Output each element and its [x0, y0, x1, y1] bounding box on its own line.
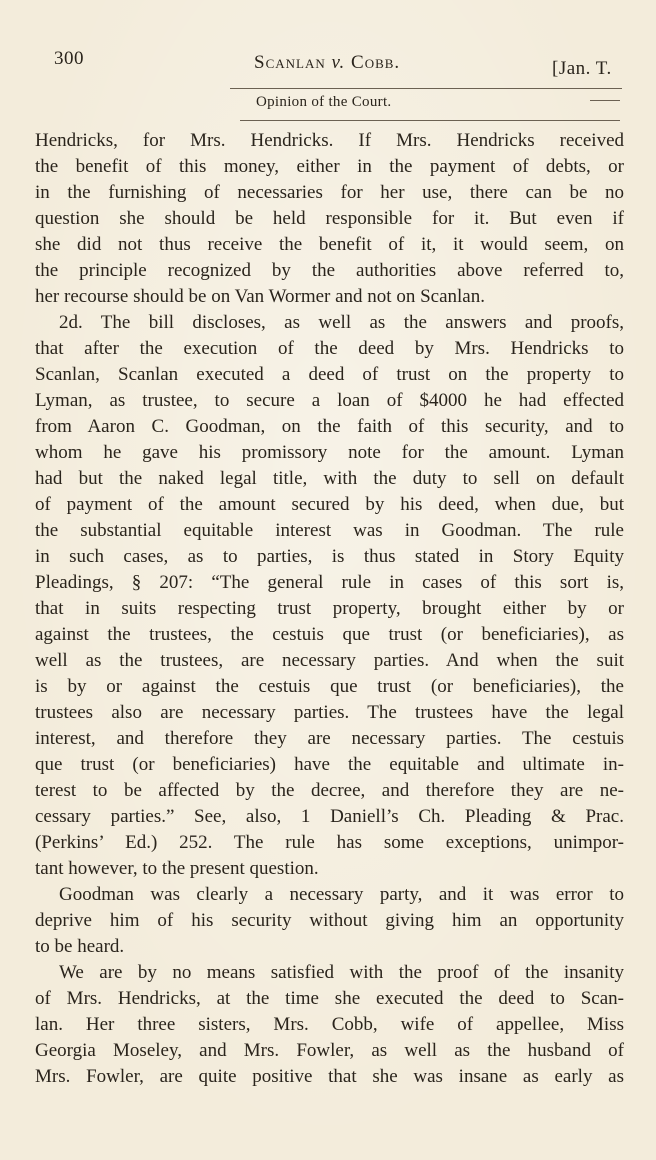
text-line: of Mrs. Hendricks, at the time she executed the deed to Scan-	[35, 988, 624, 1009]
paragraph-start-line: Goodman was clearly a necessary party, and it was error to	[59, 884, 624, 905]
paragraph-start-line: We are by no means satisfied with the proof of the insanity	[59, 962, 624, 983]
text-line: Mrs. Fowler, are quite positive that she was insane as early as	[35, 1066, 624, 1087]
paragraph-start-line: 2d. The bill discloses, as well as the answers and proofs,	[59, 312, 624, 333]
text-line: the substantial equitable interest was in Goodman. The rule	[35, 520, 624, 541]
running-head	[254, 52, 400, 74]
text-line: Scanlan, Scanlan executed a deed of trust on the property to	[35, 364, 624, 385]
text-line: Lyman, as trustee, to secure a loan of $4000 he had effected	[35, 390, 624, 411]
page-number: 300	[54, 48, 84, 69]
body-text	[35, 128, 624, 1090]
running-head-left: Scanlan	[254, 52, 326, 73]
text-line: terest to be affected by the decree, and therefore they are ne-	[35, 780, 624, 801]
text-line: tant however, to the present question.	[35, 858, 319, 879]
text-line: that in suits respecting trust property, brought either by or	[35, 598, 624, 619]
text-line: had but the naked legal title, with the duty to sell on default	[35, 468, 624, 489]
text-line: trustees also are necessary parties. The trustees have the legal	[35, 702, 624, 723]
text-line: from Aaron C. Goodman, on the faith of this security, and to	[35, 416, 624, 437]
text-line: whom he gave his promissory note for the amount. Lyman	[35, 442, 624, 463]
text-line: interest, and therefore they are necessary parties. The cestuis	[35, 728, 624, 749]
text-line: she did not thus receive the benefit of it, it would seem, on	[35, 234, 624, 255]
header-rule-short	[590, 100, 620, 101]
text-line: that after the execution of the deed by Mrs. Hendricks to	[35, 338, 624, 359]
section-heading: Opinion of the Court.	[256, 94, 392, 110]
text-line: lan. Her three sisters, Mrs. Cobb, wife of appellee, Miss	[35, 1014, 624, 1035]
running-head-v: v.	[331, 52, 346, 73]
text-line: in such cases, as to parties, is thus stated in Story Equity	[35, 546, 624, 567]
text-line: que trust (or beneficiaries) have the equitable and ultimate in-	[35, 754, 624, 775]
text-line: Pleadings, § 207: “The general rule in cases of this sort is,	[35, 572, 624, 593]
text-line: well as the trustees, are necessary parties. And when the suit	[35, 650, 624, 671]
text-line: her recourse should be on Van Wormer and not on Scanlan.	[35, 286, 485, 307]
text-line: the benefit of this money, either in the payment of debts, or	[35, 156, 624, 177]
text-line: of payment of the amount secured by his deed, when due, but	[35, 494, 624, 515]
text-line: is by or against the cestuis que trust (or beneficiaries), the	[35, 676, 624, 697]
running-head-right: Cobb.	[351, 52, 401, 73]
text-line: Georgia Moseley, and Mrs. Fowler, as well as the husband of	[35, 1040, 624, 1061]
header-rule-bottom	[240, 120, 620, 121]
header-rule-top	[230, 88, 622, 89]
text-line: deprive him of his security without giving him an opportunity	[35, 910, 624, 931]
text-line: in the furnishing of necessaries for her use, there can be no	[35, 182, 624, 203]
text-line: the principle recognized by the authorities above referred to,	[35, 260, 624, 281]
text-line: against the trustees, the cestuis que trust (or beneficiaries), as	[35, 624, 624, 645]
text-line: to be heard.	[35, 936, 125, 957]
text-line: Hendricks, for Mrs. Hendricks. If Mrs. Hendricks received	[35, 130, 624, 151]
text-line: cessary parties.” See, also, 1 Daniell’s Ch. Pleading & Prac.	[35, 806, 624, 827]
term-label: [Jan. T.	[552, 58, 612, 79]
text-line: (Perkins’ Ed.) 252. The rule has some exceptions, unimpor-	[35, 832, 624, 853]
text-line: question she should be held responsible for it. But even if	[35, 208, 624, 229]
